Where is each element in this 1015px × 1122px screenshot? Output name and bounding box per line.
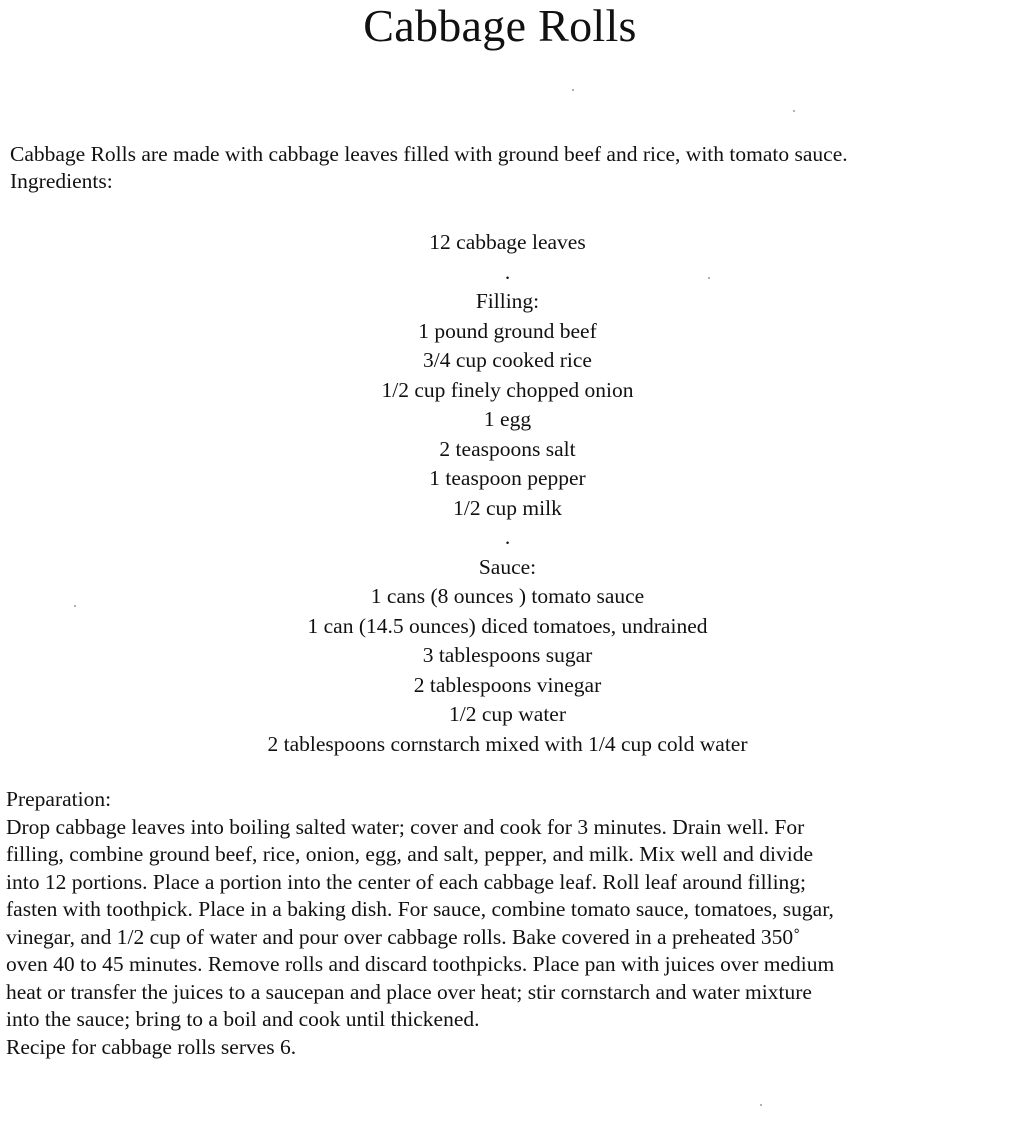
preparation-line: fasten with toothpick. Place in a baking dish. For sauce, combine tomato sauce, tomatoes, sugar, (6, 897, 834, 921)
scan-speck (708, 277, 710, 279)
ingredients-list (0, 228, 1015, 759)
preparation-line: filling, combine ground beef, rice, onion, egg, and salt, pepper, and milk. Mix well and divide (6, 842, 813, 866)
ingredient-line: 1 egg (483, 407, 532, 431)
sauce-heading: Sauce: (478, 554, 537, 579)
ingredient-line: 1/2 cup water (448, 702, 566, 726)
scan-speck (572, 89, 574, 91)
ingredient-line: 1 pound ground beef (418, 318, 597, 343)
preparation-line: into 12 portions. Place a portion into the center of each cabbage leaf. Roll leaf around filling; (6, 869, 807, 894)
preparation-line: Drop cabbage leaves into boiling salted water; cover and cook for 3 minutes. Drain well. For (6, 814, 805, 839)
ingredient-line: 2 tablespoons cornstarch mixed with 1/4 cup cold water (267, 731, 748, 756)
preparation-line: into the sauce; bring to a boil and cook until thickened. (6, 1007, 480, 1031)
ingredient-line: 3/4 cup cooked rice (423, 348, 592, 372)
ingredient-line: 1/2 cup milk (453, 495, 562, 520)
recipe-intro (10, 141, 1010, 195)
serves-note: Recipe for cabbage rolls serves 6. (6, 1034, 297, 1059)
ingredients-label: Ingredients: (10, 169, 113, 193)
ingredient-line: 12 cabbage leaves (429, 230, 586, 254)
recipe-title: Cabbage Rolls (363, 0, 637, 51)
intro-text: Cabbage Rolls are made with cabbage leaves filled with ground beef and rice, with tomato sauce. (10, 142, 848, 166)
ingredient-line: 2 tablespoons vinegar (413, 672, 602, 697)
ingredient-line: 1 teaspoon pepper (429, 466, 586, 490)
ingredient-line: 3 tablespoons sugar (422, 643, 593, 667)
preparation-label: Preparation: (6, 787, 112, 811)
preparation-line: oven 40 to 45 minutes. Remove rolls and discard toothpicks. Place pan with juices over medium (6, 952, 835, 976)
scan-speck (793, 110, 795, 112)
ingredient-separator: . (504, 259, 511, 284)
preparation-line: heat or transfer the juices to a saucepan and place over heat; stir cornstarch and water mixture (6, 979, 812, 1004)
filling-heading: Filling: (475, 289, 540, 313)
ingredient-line: 1 can (14.5 ounces) diced tomatoes, undrained (307, 613, 708, 638)
ingredient-separator: . (504, 525, 511, 549)
ingredient-line: 1 cans (8 ounces ) tomato sauce (370, 584, 645, 608)
ingredient-line: 2 teaspoons salt (439, 436, 576, 461)
scan-speck (74, 605, 76, 607)
preparation-section (6, 786, 1006, 1061)
ingredient-line: 1/2 cup finely chopped onion (381, 377, 634, 402)
preparation-line: vinegar, and 1/2 cup of water and pour over cabbage rolls. Bake covered in a preheated 350˚ (6, 924, 801, 949)
scan-speck (760, 1104, 762, 1106)
